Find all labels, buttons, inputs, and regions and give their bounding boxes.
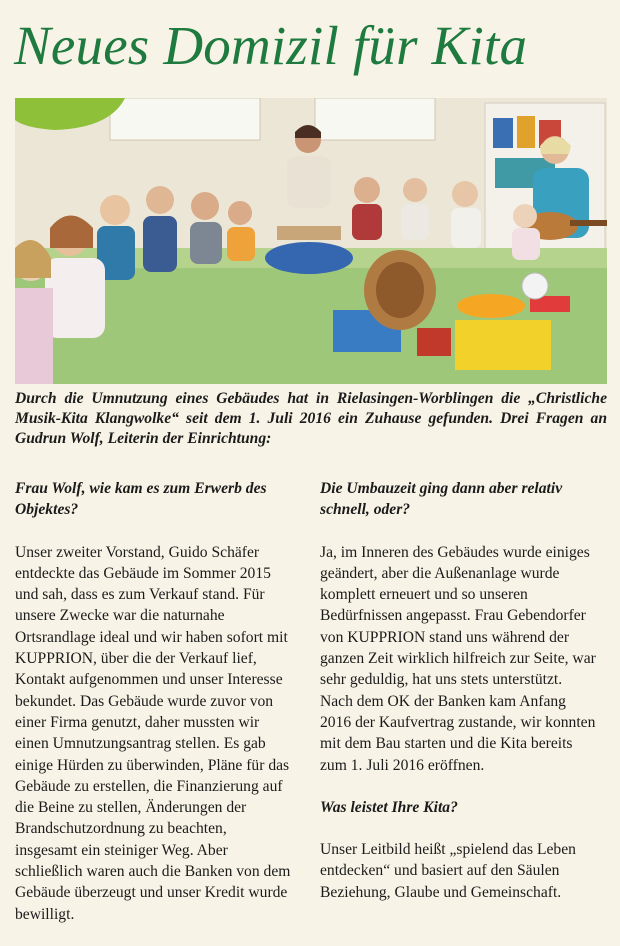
answer-2: Ja, im Inneren des Gebäudes wurde einiges geändert, aber die Außenanlage wurde komplett erneuert und so unseren Bedürfnissen angepasst. Frau Gebendorfer von KUPPRION stand uns während der ganzen Zeit wirklich hilfreich zur Seite, war sehr geduldig, hat uns stets unterstützt. Nach dem OK der Banken kam Anfang 2016 der Kaufvertrag zustande, wir konnten mit dem Bau starten und die Kita bereits zum 1. Juli 2016 eröffnen.: [320, 543, 596, 774]
question-1: Frau Wolf, wie kam es zum Erwerb des Objektes?: [15, 480, 267, 519]
right-column: [320, 478, 596, 924]
answer-1: Unser zweiter Vorstand, Guido Schäfer entdeckte das Gebäude im Sommer 2015 und sah, dass es zum Verkauf stand. Für unsere Zwecke war die naturnahe Ortsrandlage ideal und wir haben sofort mit KUPPRION, über die der Verkauf lief, Kontakt aufgenommen und unser Interesse bekundet. Das Gebäude wurde zuvor von einer Firma genutzt, daher mussten wir einen Umnutzungsantrag stellen. Es gab einige Hürden zu überwinden, Pläne für das Gebäude zu erstellen, die Finanzierung auf die Beine zu stellen, Änderungen der Brandschutzordnung zu beachten, insgesamt ein steiniger Weg. Aber schließlich waren auch die Banken von dem Gebäude überzeugt und unser Kredit wurde bewilligt.: [15, 543, 291, 923]
question-3: Was leistet Ihre Kita?: [320, 798, 458, 816]
headline: Neues Domizil für Kita: [14, 15, 528, 76]
left-column: [15, 478, 291, 946]
photo-illustration: [15, 98, 607, 384]
answer-3: Unser Leitbild heißt „spielend das Leben entdecken“ und basiert auf den Säulen Beziehung, Glaube und Gemeinschaft.: [320, 841, 576, 901]
question-2: Die Umbauzeit ging dann aber relativ schnell, oder?: [320, 480, 563, 519]
photo-caption: Durch die Umnutzung eines Gebäudes hat in Rielasingen-Worblingen die „Christliche Musik-Kita Klangwolke“ seit dem 1. Juli 2016 ein Zuhause gefunden. Drei Fragen an Gudrun Wolf, Leiterin der Einrichtung:: [15, 390, 607, 447]
kindergarten-music-circle-photo: [15, 98, 607, 384]
